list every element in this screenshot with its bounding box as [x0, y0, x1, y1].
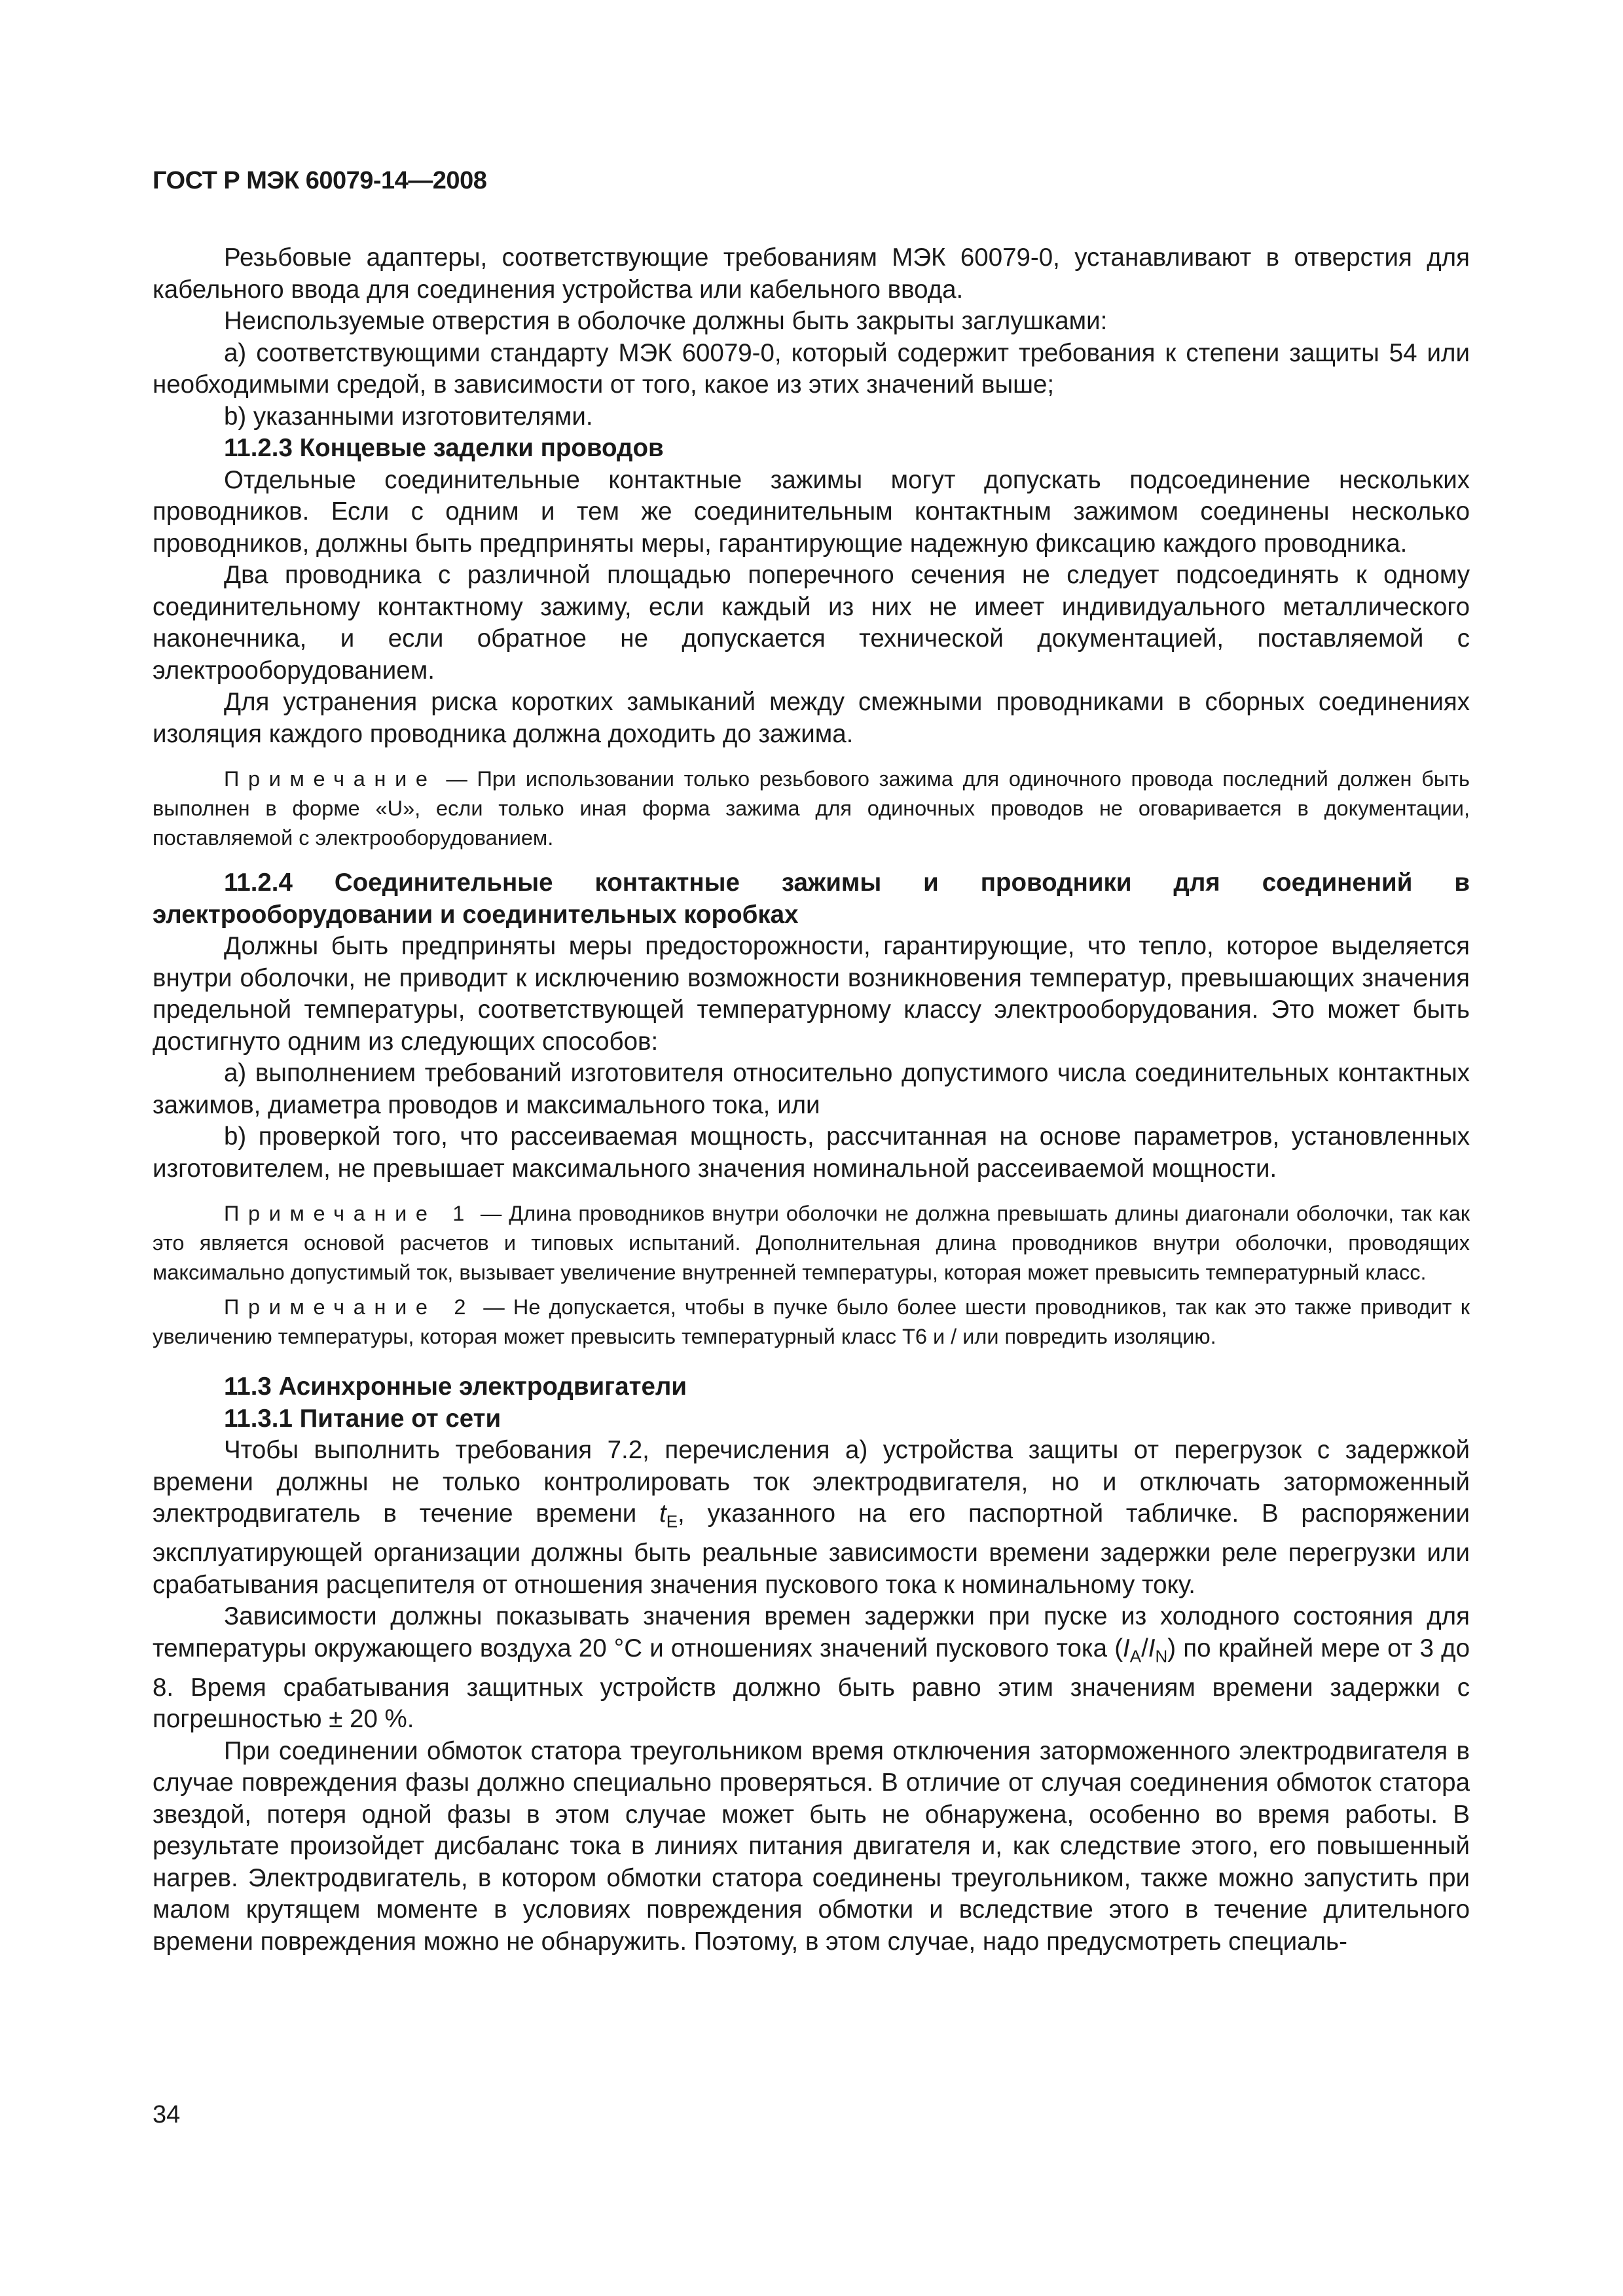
page-number: 34 — [153, 2101, 181, 2128]
section-heading: 11.2.4 Соединительные контактные зажимы и проводники для соединений в электрооборудовании и соединительных коробках — [153, 869, 1470, 929]
paragraph: Чтобы выполнить требования 7.2, перечисления а) устройства защиты от перегрузок с задержкой времени должны не только контролировать ток электродвигателя, но и отключать заторможенный электродвигатель в течение времени $t_E$, указанного на его паспортной табличке. В распоряжении эксплуатирующей организации должны быть реальные зависимости времени задержки реле перегрузки или срабатывания расцепителя от отношения значения пускового тока к номинальному току. — [153, 1436, 1470, 1599]
section-heading: 11.3 Асинхронные электродвигатели — [224, 1372, 687, 1401]
note-label: Примечание — [224, 767, 437, 791]
list-item: b) проверкой того, что рассеиваемая мощность, рассчитанная на основе параметров, установленных изготовителем, не превышает максимального значения номинальной рассеиваемой мощности. — [153, 1122, 1470, 1183]
note-label: Примечание 2 — [224, 1295, 475, 1319]
paragraph: Должны быть предприняты меры предосторожности, гарантирующие, что тепло, которое выделяется внутри оболочки, не приводит к исключению возможности возникновения температур, превышающих значения предельной температуры, соответствующей температурному классу электрооборудования. Это может быть достигнуто одним из следующих способов: — [153, 932, 1470, 1056]
list-item: а) соответствующими стандарту МЭК 60079-0, который содержит требования к степени защиты 54 или необходимыми средой, в зависимости от того, какое из этих значений выше; — [153, 338, 1470, 399]
section-heading: 11.3.1 Питание от сети — [224, 1404, 501, 1433]
note — [153, 1199, 1470, 1287]
note-label: Примечание 1 — [224, 1202, 473, 1225]
list-item: b) указанными изготовителями. — [224, 402, 593, 431]
page-body — [153, 242, 1470, 1958]
paragraph: Неиспользуемые отверстия в оболочке должны быть закрыты заглушками: — [224, 307, 1108, 335]
paragraph: Отдельные соединительные контактные зажимы могут допускать подсоединение нескольких проводников. Если с одним и тем же соединительным контактным зажимом соединены несколько проводников, должны быть предприняты меры, гарантирующие надежную фиксацию каждого проводника. — [153, 465, 1470, 558]
note-text: — Не допускается, чтобы в пучке было более шести проводников, так как это также приводит к увеличению температуры, которая может превысить температурный класс Т6 и / или повредить изоляцию. — [153, 1295, 1470, 1348]
list-item: а) выполнением требований изготовителя относительно допустимого числа соединительных контактных зажимов, диаметра проводов и максимального тока, или — [153, 1059, 1470, 1119]
paragraph: Два проводника с различной площадью поперечного сечения не следует подсоединять к одному соединительному контактному зажиму, если каждый из них не имеет индивидуального металлического наконечника, и если обратное не допускается технической документацией, поставляемой с электрооборудованием. — [153, 561, 1470, 685]
paragraph: Для устранения риска коротких замыканий между смежными проводниками в сборных соединениях изоляция каждого проводника должна доходить до зажима. — [153, 688, 1470, 748]
paragraph: При соединении обмоток статора треугольником время отключения заторможенного электродвигателя в случае повреждения фазы должно специально проверяться. В отличие от случая соединения обмоток статора звездой, потеря одной фазы в этом случае может быть не обнаружена, особенно во время работы. В результате произойдет дисбаланс тока в линиях питания двигателя и, как следствие этого, его повышенный нагрев. Электродвигатель, в котором обмотки статора соединены треугольником, также можно запустить при малом крутящем моменте в условиях повреждения обмотки и вследствие этого в течение длительного времени повреждения можно не обнаружить. Поэтому, в этом случае, надо предусмотреть специаль- — [153, 1736, 1470, 1956]
note — [153, 1293, 1470, 1352]
paragraph: Резьбовые адаптеры, соответствующие требованиям МЭК 60079-0, устанавливают в отверстия для кабельного ввода для соединения устройства или кабельного ввода. — [153, 243, 1470, 304]
section-heading: 11.2.3 Концевые заделки проводов — [224, 434, 664, 462]
note-text: — При использовании только резьбового зажима для одиночного провода последний должен быть выполнен в форме «U», если только иная форма зажима для одиночных проводов не оговаривается в документации, поставляемой с электрооборудованием. — [153, 767, 1470, 850]
note-text: — Длина проводников внутри оболочки не должна превышать длины диагонали оболочки, так как это является основой расчетов и типовых испытаний. Дополнительная длина проводников внутри оболочки, проводящих максимально допустимый ток, вызывает увеличение внутренней температуры, которая может превысить температурный класс. — [153, 1202, 1470, 1284]
note — [153, 764, 1470, 853]
paragraph: Зависимости должны показывать значения времен задержки при пуске из холодного состояния для температуры окружающего воздуха 20 °С и отношениях значений пускового тока $(I_A/I_N)$ по крайней мере от 3 до 8. Время срабатывания защитных устройств должно быть равно этим значениям времени задержки с погрешностью ± 20 %. — [153, 1602, 1470, 1734]
document-header: ГОСТ Р МЭК 60079-14—2008 — [153, 167, 487, 194]
